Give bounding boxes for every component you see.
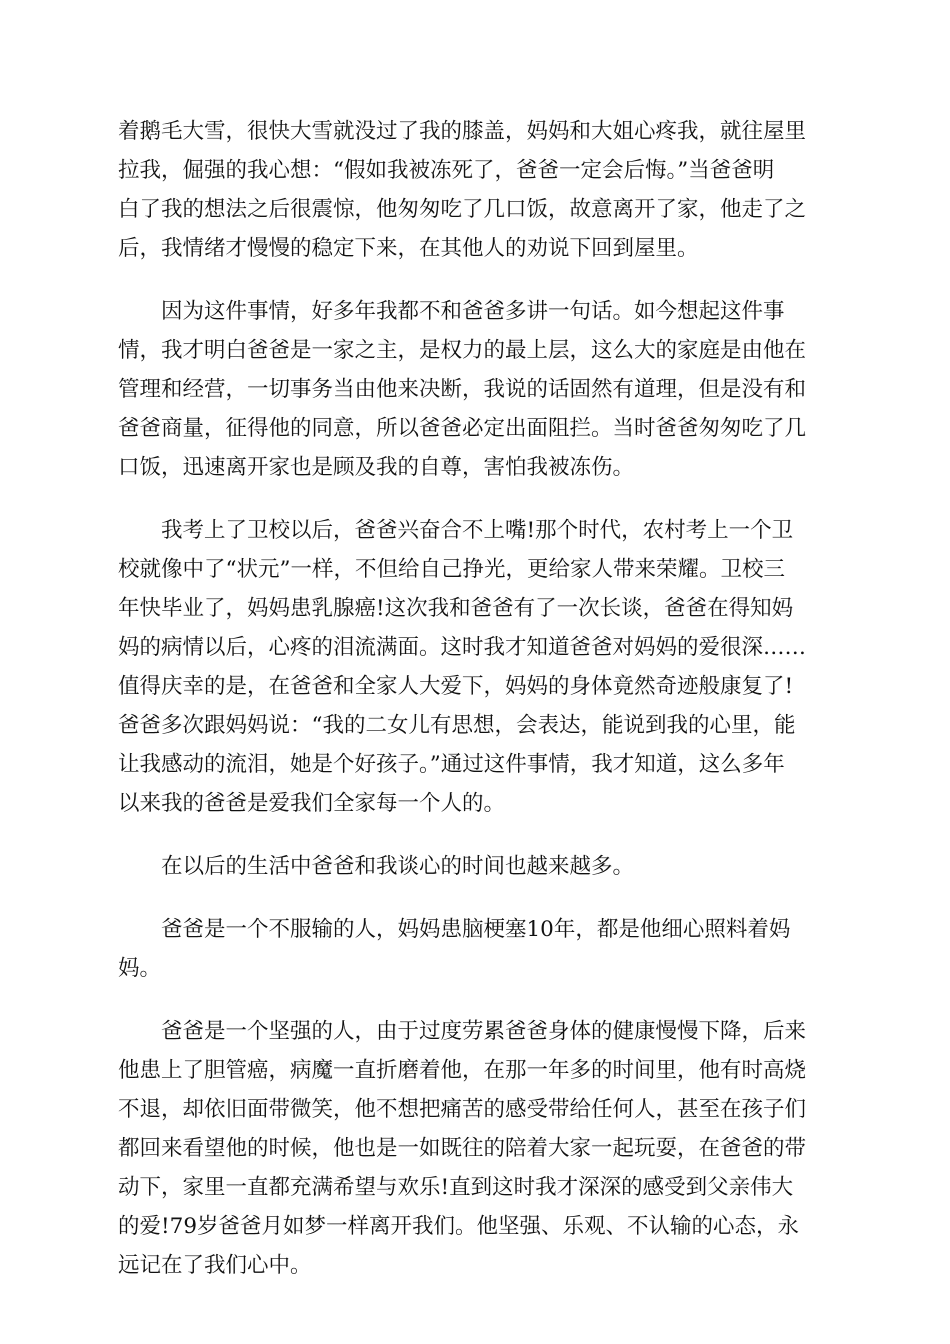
- text-line: 值得庆幸的是，在爸爸和全家人大爱下，妈妈的身体竟然奇迹般康复了!: [118, 674, 794, 699]
- text-line: 因为这件事情，好多年我都不和爸爸多讲一句话。如今想起这件事: [161, 299, 785, 324]
- text-line: 都回来看望他的时候，他也是一如既往的陪着大家一起玩耍，在爸爸的带: [118, 1136, 807, 1161]
- text-line: 妈的病情以后，心疼的泪流满面。这时我才知道爸爸对妈妈的爱很深……: [118, 635, 807, 660]
- text-line: 让我感动的流泪，她是个好孩子。”通过这件事情，我才知道，这么多年: [118, 752, 785, 777]
- text-line: 的爱!79岁爸爸月如梦一样离开我们。他坚强、乐观、不认输的心态，永: [118, 1214, 800, 1239]
- text-line: 爸爸是一个坚强的人，由于过度劳累爸爸身体的健康慢慢下降，后来: [161, 1019, 807, 1044]
- text-line: 远记在了我们心中。: [118, 1253, 312, 1278]
- text-line: 他患上了胆管癌，病魔一直折磨着他，在那一年多的时间里，他有时高烧: [118, 1058, 807, 1083]
- text-line: 着鹅毛大雪，很快大雪就没过了我的膝盖，妈妈和大姐心疼我，就往屋里: [118, 119, 807, 144]
- paragraph-6: [118, 1012, 832, 1285]
- text-line: 校就像中了“状元”一样，不但给自己挣光，更给家人带来荣耀。卫校三: [118, 557, 785, 582]
- text-line: 爸爸商量，征得他的同意，所以爸爸必定出面阻拦。当时爸爸匆匆吃了几: [118, 416, 807, 441]
- text-line: 白了我的想法之后很震惊，他匆匆吃了几口饭，故意离开了家，他走了之: [118, 197, 807, 222]
- text-line: 爸爸多次跟妈妈说：“我的二女儿有思想，会表达，能说到我的心里，能: [118, 713, 796, 738]
- text-line: 爸爸是一个不服输的人，妈妈患脑梗塞10年，都是他细心照料着妈: [161, 917, 791, 942]
- text-line: 情，我才明白爸爸是一家之主，是权力的最上层，这么大的家庭是由他在: [118, 338, 807, 363]
- text-line: 在以后的生活中爸爸和我谈心的时间也越来越多。: [161, 854, 635, 879]
- text-line: 以来我的爸爸是爱我们全家每一个人的。: [118, 791, 506, 816]
- text-line: 年快毕业了，妈妈患乳腺癌!这次我和爸爸有了一次长谈，爸爸在得知妈: [118, 596, 794, 621]
- paragraph-4: [118, 847, 832, 886]
- paragraph-1: [118, 112, 832, 268]
- text-line: 不退，却依旧面带微笑，他不想把痛苦的感受带给任何人，甚至在孩子们: [118, 1097, 807, 1122]
- paragraph-3: [118, 511, 832, 823]
- text-line: 妈。: [118, 956, 162, 981]
- text-line: 后，我情绪才慢慢的稳定下来，在其他人的劝说下回到屋里。: [118, 236, 699, 261]
- paragraph-2: [118, 292, 832, 487]
- text-line: 口饭，迅速离开家也是顾及我的自尊，害怕我被冻伤。: [118, 455, 635, 480]
- text-line: 管理和经营，一切事务当由他来决断，我说的话固然有道理，但是没有和: [118, 377, 807, 402]
- paragraph-5: [118, 910, 832, 988]
- text-line: 动下，家里一直都充满希望与欢乐!直到这时我才深深的感受到父亲伟大: [118, 1175, 794, 1200]
- text-line: 拉我，倔强的我心想：“假如我被冻死了，爸爸一定会后悔。”当爸爸明: [118, 158, 775, 183]
- text-line: 我考上了卫校以后，爸爸兴奋合不上嘴!那个时代，农村考上一个卫: [161, 518, 794, 543]
- document-body: [118, 112, 832, 1309]
